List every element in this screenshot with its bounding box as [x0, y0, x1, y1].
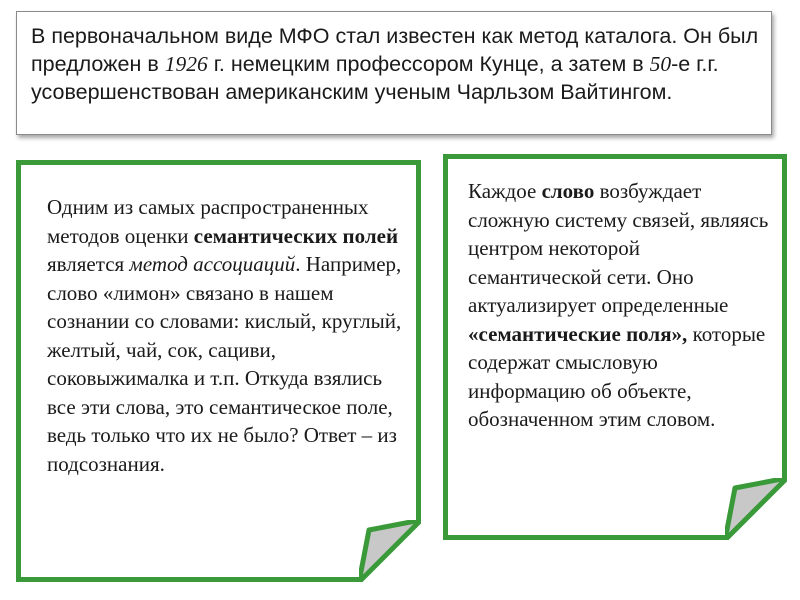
header-text-part1: В первоначальном виде МФО стал известен как метод каталога. Он был предложен в	[31, 24, 759, 76]
right-card-p3: которые содержат смысловую информацию об объекте, обозначенном этим словом.	[468, 321, 766, 431]
left-note-card	[16, 160, 421, 582]
right-note-card	[443, 154, 787, 540]
left-card-p3: . Например, слово «лимон» связано в нашем сознании со словами: кислый, круглый, желтый, чай, сок, сациви, соковыжималка и т.п. Откуда взялись все эти слова, это семантическое поле, ведь только что их не было? Ответ – из подсознания.	[47, 252, 402, 476]
right-card-p1: Каждое	[468, 179, 542, 203]
header-text-box	[16, 11, 772, 135]
right-card-text	[468, 177, 778, 434]
right-card-p2: возбуждает сложную систему связей, являясь центром некоторой семантической сети. Оно актуализирует определенные	[468, 179, 769, 317]
right-card-bold-word: слово	[541, 179, 595, 203]
page-fold-icon	[725, 478, 787, 540]
header-year: 1926	[164, 52, 208, 76]
left-card-p1: Одним из самых распространенных методов оценки	[47, 195, 369, 248]
page-fold-icon	[359, 520, 421, 582]
header-decade: 50	[649, 52, 672, 76]
left-card-bold-term: семантических полей	[193, 223, 399, 248]
left-card-p2: является	[47, 252, 130, 276]
left-card-italic-term: метод ассоциаций	[129, 252, 296, 276]
header-text-part3: -е г.г. усовершенствован американским ученым Чарльзом Вайтингом.	[31, 52, 719, 104]
header-text-part2: г. немецким профессором Кунце, а затем в	[207, 52, 650, 76]
left-card-text	[47, 193, 407, 478]
right-card-bold-term: «семантические поля»,	[468, 321, 688, 346]
